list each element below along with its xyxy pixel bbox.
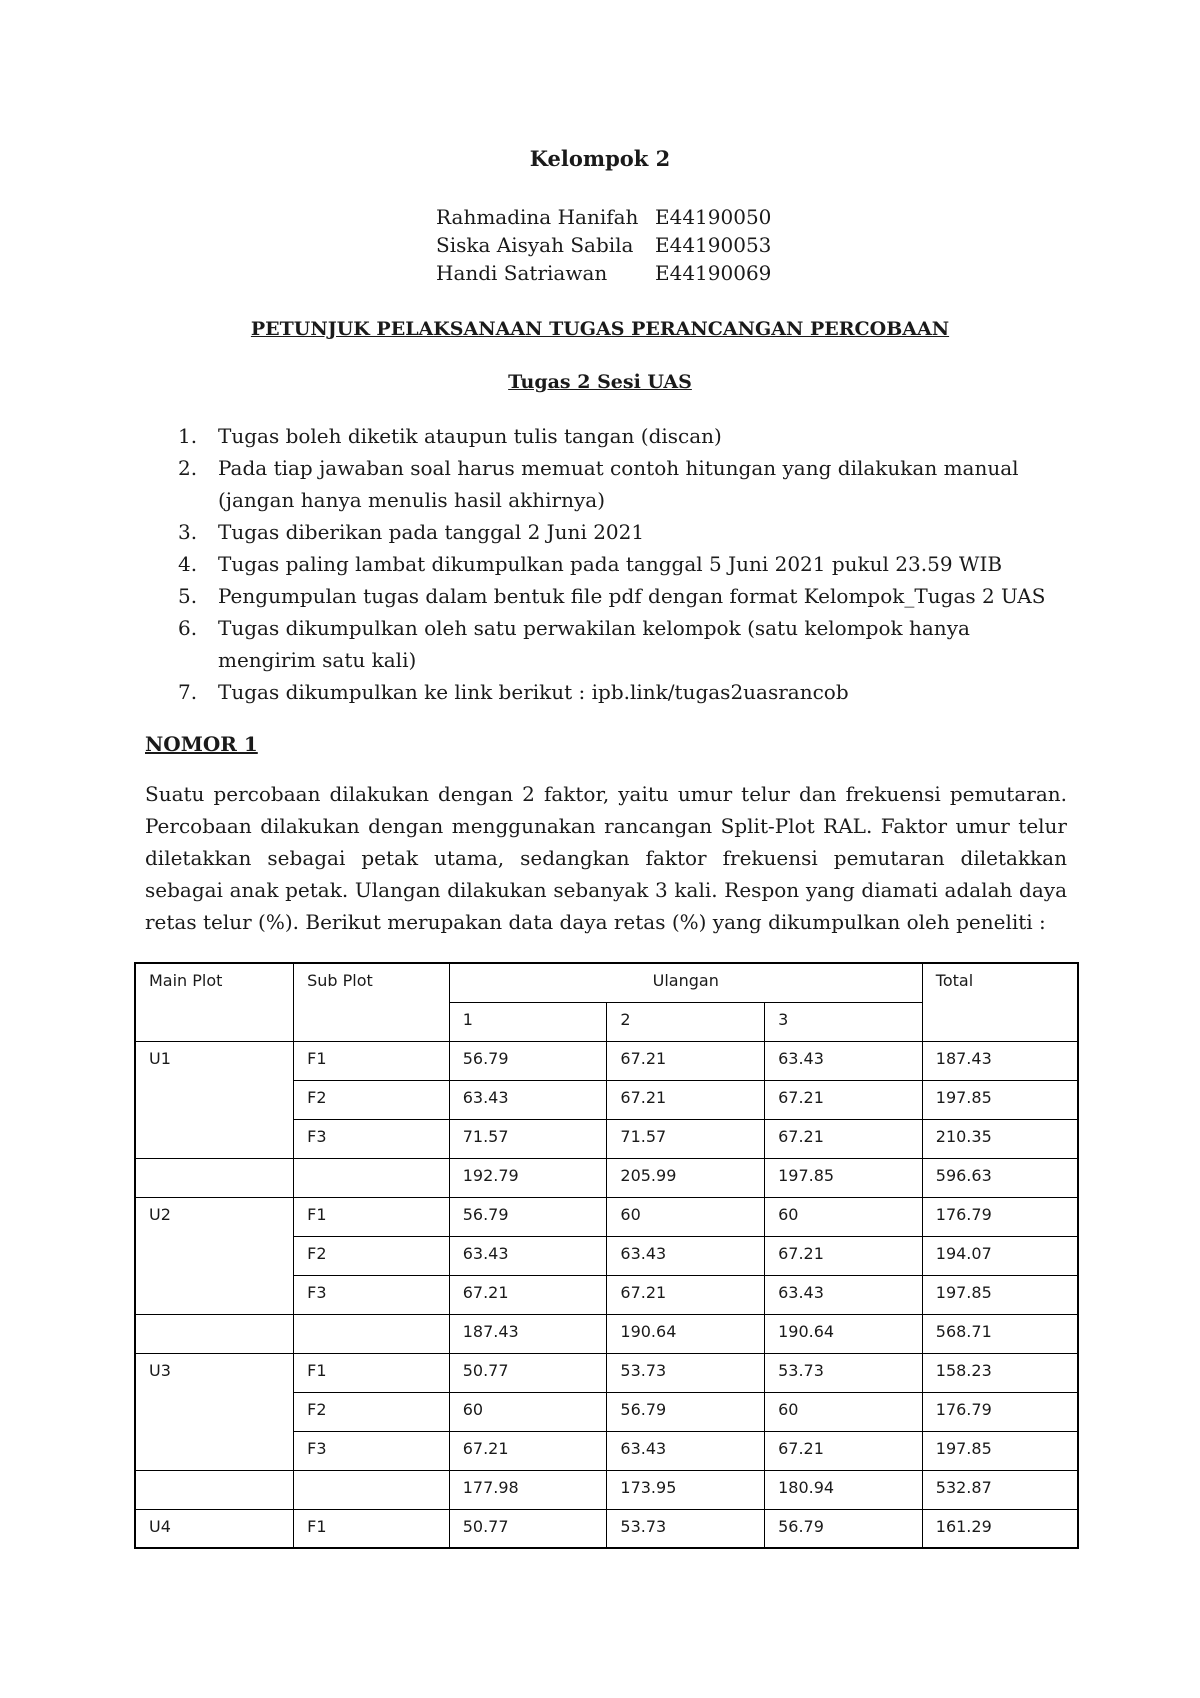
cell-total: 197.85: [922, 1275, 1078, 1314]
cell-rep-2: 56.79: [607, 1392, 765, 1431]
cell-rep-2: 205.99: [607, 1158, 765, 1197]
instruction-number: 7.: [178, 680, 198, 704]
cell-rep-3: 190.64: [765, 1314, 923, 1353]
cell-rep-2: 173.95: [607, 1470, 765, 1509]
instruction-text: Pengumpulan tugas dalam bentuk file pdf dengan format Kelompok_Tugas 2 UAS: [218, 584, 1046, 608]
instruction-text: Tugas boleh diketik ataupun tulis tangan (discan): [218, 424, 722, 448]
cell-rep-1: 71.57: [449, 1119, 607, 1158]
cell-sub-plot: F1: [294, 1041, 450, 1080]
cell-rep-1: 50.77: [449, 1353, 607, 1392]
cell-rep-2: 67.21: [607, 1080, 765, 1119]
cell-rep-2: 63.43: [607, 1236, 765, 1275]
cell-sub-plot: F2: [294, 1392, 450, 1431]
member-row: [436, 259, 771, 287]
table-header-row: [135, 963, 1078, 1002]
cell-total: 158.23: [922, 1353, 1078, 1392]
cell-rep-3: 180.94: [765, 1470, 923, 1509]
cell-rep-1: 177.98: [449, 1470, 607, 1509]
member-name: Rahmadina Hanifah: [436, 205, 639, 229]
instruction-text: Tugas paling lambat dikumpulkan pada tanggal 5 Juni 2021 pukul 23.59 WIB: [218, 552, 1003, 576]
cell-total: 161.29: [922, 1509, 1078, 1548]
header-main-plot: Main Plot: [135, 963, 294, 1041]
header-rep-3: 3: [765, 1002, 923, 1041]
instruction-text: Tugas dikumpulkan ke link berikut : ipb.link/tugas2uasrancob: [218, 680, 849, 704]
cell-sub-plot: F2: [294, 1080, 450, 1119]
cell-total: 197.85: [922, 1080, 1078, 1119]
cell-rep-3: 197.85: [765, 1158, 923, 1197]
cell-sub-plot: [294, 1158, 450, 1197]
cell-total: 194.07: [922, 1236, 1078, 1275]
cell-rep-3: 67.21: [765, 1119, 923, 1158]
header-total: Total: [922, 963, 1078, 1041]
cell-rep-2: 53.73: [607, 1509, 765, 1548]
member-id: E44190069: [655, 261, 772, 285]
instruction-item: [178, 516, 1068, 548]
cell-main-plot: U4: [135, 1509, 294, 1548]
table-row: [135, 1041, 1078, 1080]
cell-sub-plot: F2: [294, 1236, 450, 1275]
cell-main-plot: [135, 1470, 294, 1509]
table-row: [135, 1314, 1078, 1353]
cell-sub-plot: F1: [294, 1509, 450, 1548]
cell-sub-plot: F1: [294, 1353, 450, 1392]
cell-rep-3: 67.21: [765, 1431, 923, 1470]
member-row: [436, 203, 771, 231]
instruction-item: [178, 580, 1068, 612]
instruction-number: 3.: [178, 520, 198, 544]
document-title: PETUNJUK PELAKSANAAN TUGAS PERANCANGAN PERCOBAAN: [250, 318, 950, 340]
data-table: [134, 962, 1079, 1549]
header-rep-1: 1: [449, 1002, 607, 1041]
header-sub-plot: Sub Plot: [294, 963, 450, 1041]
instruction-number: 2.: [178, 456, 198, 480]
cell-rep-2: 63.43: [607, 1431, 765, 1470]
cell-rep-1: 67.21: [449, 1431, 607, 1470]
cell-sub-plot: F3: [294, 1431, 450, 1470]
cell-rep-1: 50.77: [449, 1509, 607, 1548]
cell-total: 532.87: [922, 1470, 1078, 1509]
group-title: Kelompok 2: [529, 146, 671, 171]
instruction-number: 1.: [178, 424, 198, 448]
table-row: [135, 1509, 1078, 1548]
cell-total: 176.79: [922, 1197, 1078, 1236]
cell-sub-plot: [294, 1314, 450, 1353]
cell-rep-3: 63.43: [765, 1275, 923, 1314]
cell-rep-3: 63.43: [765, 1041, 923, 1080]
cell-rep-1: 67.21: [449, 1275, 607, 1314]
cell-main-plot: U1: [135, 1041, 294, 1158]
instruction-item: [178, 420, 1068, 452]
instruction-item: [178, 452, 1068, 516]
instruction-list: [178, 420, 1068, 708]
member-row: [436, 231, 771, 259]
cell-main-plot: U3: [135, 1353, 294, 1470]
cell-rep-1: 56.79: [449, 1041, 607, 1080]
header-rep-2: 2: [607, 1002, 765, 1041]
member-name: Siska Aisyah Sabila: [436, 233, 634, 257]
cell-rep-1: 56.79: [449, 1197, 607, 1236]
instruction-text: Pada tiap jawaban soal harus memuat contoh hitungan yang dilakukan manual (jangan hanya menulis hasil akhirnya): [218, 456, 1019, 512]
cell-sub-plot: F1: [294, 1197, 450, 1236]
cell-sub-plot: [294, 1470, 450, 1509]
header-ulangan: Ulangan: [449, 963, 922, 1002]
instruction-item: [178, 676, 1068, 708]
cell-total: 210.35: [922, 1119, 1078, 1158]
cell-rep-3: 56.79: [765, 1509, 923, 1548]
member-list: [436, 203, 771, 287]
cell-total: 596.63: [922, 1158, 1078, 1197]
document-subtitle: Tugas 2 Sesi UAS: [508, 371, 692, 393]
cell-rep-2: 71.57: [607, 1119, 765, 1158]
cell-rep-1: 63.43: [449, 1080, 607, 1119]
instruction-text: Tugas dikumpulkan oleh satu perwakilan kelompok (satu kelompok hanya mengirim satu kali): [218, 616, 970, 672]
cell-rep-1: 60: [449, 1392, 607, 1431]
cell-sub-plot: F3: [294, 1119, 450, 1158]
cell-rep-1: 192.79: [449, 1158, 607, 1197]
instruction-number: 6.: [178, 616, 198, 640]
cell-rep-3: 60: [765, 1197, 923, 1236]
cell-sub-plot: F3: [294, 1275, 450, 1314]
cell-rep-2: 60: [607, 1197, 765, 1236]
cell-rep-2: 67.21: [607, 1275, 765, 1314]
cell-rep-3: 53.73: [765, 1353, 923, 1392]
cell-rep-2: 67.21: [607, 1041, 765, 1080]
instruction-number: 4.: [178, 552, 198, 576]
cell-total: 568.71: [922, 1314, 1078, 1353]
table-row: [135, 1353, 1078, 1392]
member-name: Handi Satriawan: [436, 261, 608, 285]
cell-total: 197.85: [922, 1431, 1078, 1470]
cell-rep-1: 63.43: [449, 1236, 607, 1275]
cell-rep-3: 60: [765, 1392, 923, 1431]
cell-main-plot: [135, 1158, 294, 1197]
cell-rep-2: 53.73: [607, 1353, 765, 1392]
instruction-number: 5.: [178, 584, 198, 608]
section-title: NOMOR 1: [145, 732, 258, 756]
cell-rep-3: 67.21: [765, 1080, 923, 1119]
problem-paragraph: Suatu percobaan dilakukan dengan 2 faktor, yaitu umur telur dan frekuensi pemutaran. Percobaan dilakukan dengan menggunakan rancangan Split-Plot RAL. Faktor umur telur diletakkan sebagai petak utama, sedangkan faktor frekuensi pemutaran diletakkan sebagai anak petak. Ulangan dilakukan sebanyak 3 kali. Respon yang diamati adalah daya retas telur (%). Berikut merupakan data daya retas (%) yang dikumpulkan oleh peneliti :: [145, 782, 1067, 934]
table-row: [135, 1197, 1078, 1236]
cell-total: 176.79: [922, 1392, 1078, 1431]
instruction-item: [178, 548, 1068, 580]
member-id: E44190050: [655, 205, 772, 229]
instruction-item: [178, 612, 1068, 676]
table-row: [135, 1158, 1078, 1197]
cell-rep-1: 187.43: [449, 1314, 607, 1353]
table-row: [135, 1470, 1078, 1509]
cell-main-plot: U2: [135, 1197, 294, 1314]
member-id: E44190053: [655, 233, 772, 257]
cell-main-plot: [135, 1314, 294, 1353]
cell-rep-2: 190.64: [607, 1314, 765, 1353]
cell-rep-3: 67.21: [765, 1236, 923, 1275]
cell-total: 187.43: [922, 1041, 1078, 1080]
instruction-text: Tugas diberikan pada tanggal 2 Juni 2021: [218, 520, 645, 544]
